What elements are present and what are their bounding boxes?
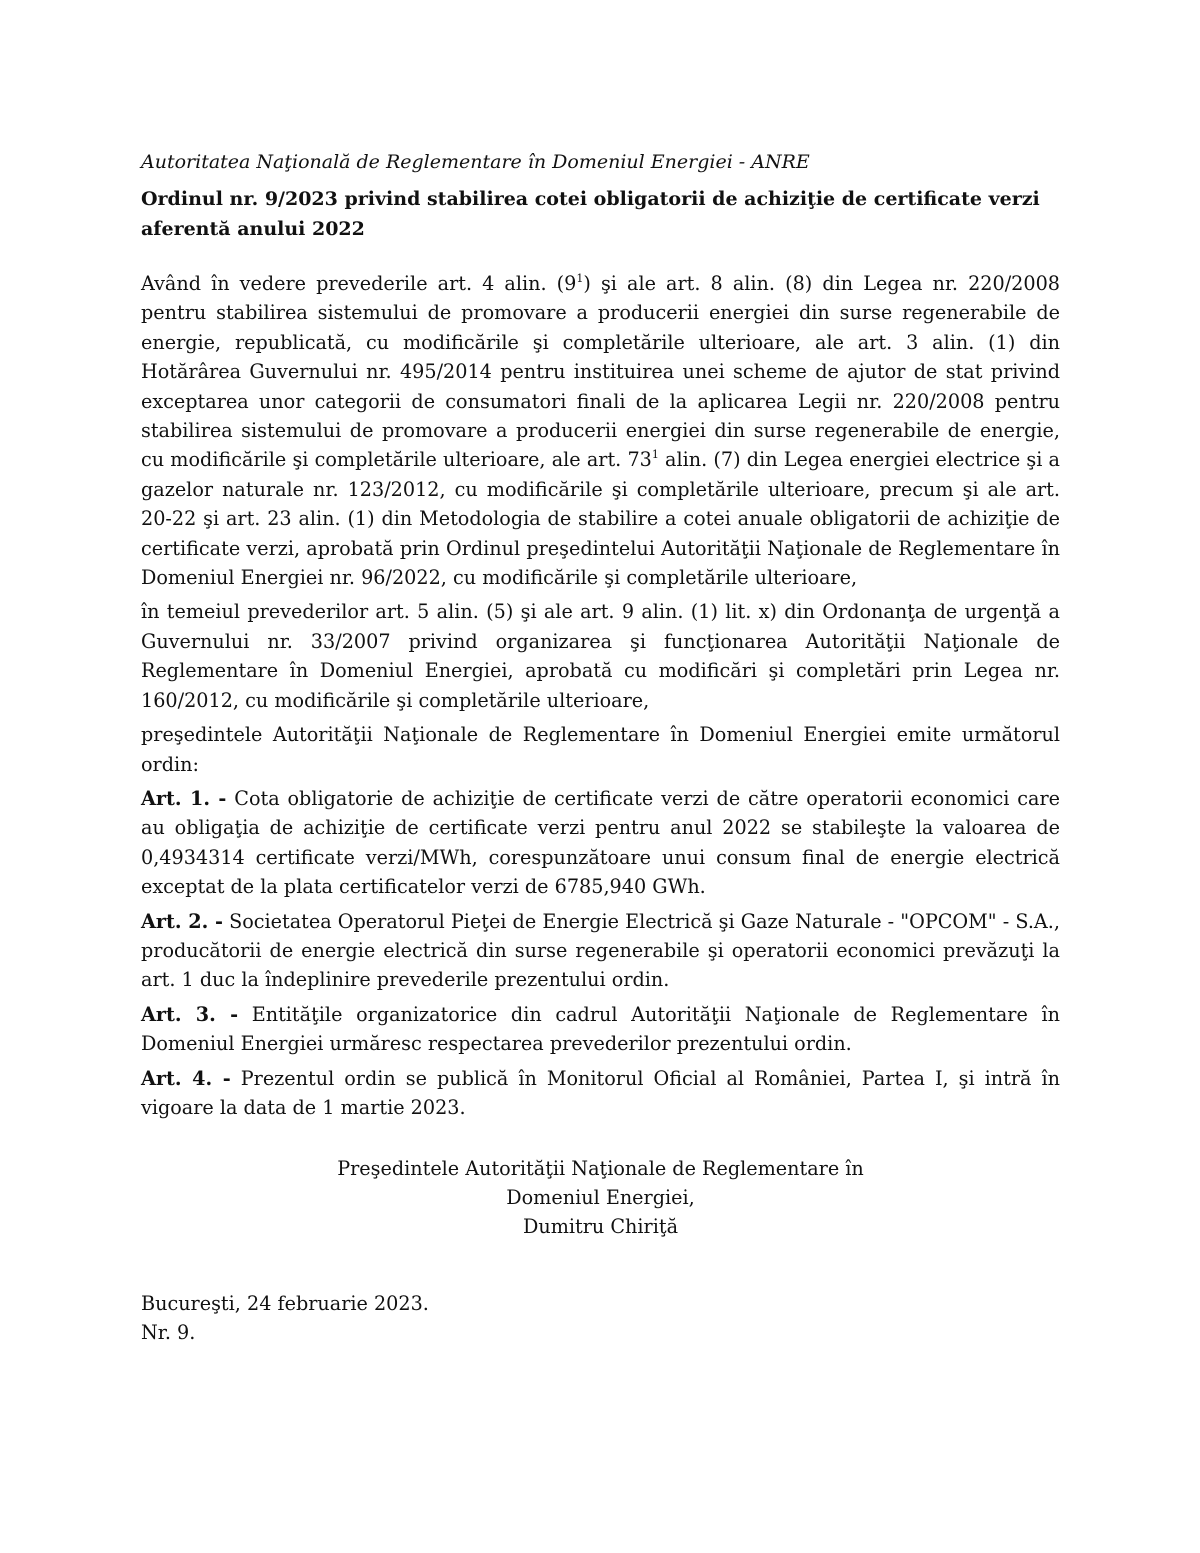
signature-block: [141, 1154, 1060, 1241]
article-label: Art. 3. -: [141, 1002, 239, 1026]
article-label: Art. 4. -: [141, 1066, 231, 1090]
order-number: Nr. 9.: [141, 1321, 196, 1345]
preamble-paragraph-3: preşedintele Autorităţii Naţionale de Reglementare în Domeniul Energiei emite următorul ordin:: [141, 723, 1060, 776]
article-text: Entităţile organizatorice din cadrul Autorităţii Naţionale de Reglementare în Domeniul Energiei urmăresc respectarea prevederilor prezentului ordin.: [141, 1002, 1060, 1056]
document-footer: [141, 1289, 1060, 1347]
article-text: Societatea Operatorul Pieţei de Energie Electrică şi Gaze Naturale - "OPCOM" - S.A., producătorii de energie electrică din surse regenerabile şi operatorii economici prevăzuţi la art. 1 duc la îndeplinire prevederile prezentului ordin.: [141, 909, 1060, 992]
article-label: Art. 1. -: [141, 786, 227, 810]
preamble-paragraph-2: în temeiul prevederilor art. 5 alin. (5) şi ale art. 9 alin. (1) lit. x) din Ordonanţa de urgenţă a Guvernului nr. 33/2007 privind organizarea şi funcţionarea Autorităţii Naţionale de Reglementare în Domeniul Energiei, aprobată cu modificări şi completări prin Legea nr. 160/2012, cu modificările şi completările ulterioare,: [141, 600, 1060, 712]
article-4: [141, 1064, 1060, 1123]
signatory-title: Preşedintele Autorităţii Naţionale de Reglementare în: [337, 1157, 864, 1181]
document-body: [141, 269, 1060, 1122]
order-title: Ordinul nr. 9/2023 privind stabilirea cotei obligatorii de achiziţie de certificate verzi aferentă anului 2022: [141, 188, 1040, 240]
article-2: [141, 907, 1060, 995]
issuing-authority: Autoritatea Naţională de Reglementare în Domeniul Energiei - ANRE: [141, 151, 810, 173]
place-and-date: Bucureşti, 24 februarie 2023.: [141, 1292, 429, 1316]
article-text: Prezentul ordin se publică în Monitorul Oficial al României, Partea I, şi intră în vigoare la data de 1 martie 2023.: [141, 1066, 1060, 1119]
preamble-paragraph-1: Având în vedere prevederile art. 4 alin. $(9^1)$ şi ale art. 8 alin. (8) din Legea nr. 220/2008 pentru stabilirea sistemului de promovare a producerii energiei din surse regenerabile de energie, republicată, cu modificările şi completările ulterioare, ale art. 3 alin. (1) din Hotărârea Guvernului nr. 495/2014 pentru instituirea unei scheme de ajutor de stat privind exceptarea unor categorii de consumatori finali de la aplicarea Legii nr. 220/2008 pentru stabilirea sistemului de promovare a producerii energiei din surse regenerabile de energie, cu modificările şi completările ulterioare, ale art. $73^1$ alin. (7) din Legea energiei electrice şi a gazelor naturale nr. 123/2012, cu modificările şi completările ulterioare, precum şi ale art. 20-22 şi art. 23 alin. (1) din Metodologia de stabilire a cotei anuale obligatorii de achiziţie de certificate verzi, aprobată prin Ordinul preşedintelui Autorităţii Naţionale de Reglementare în Domeniul Energiei nr. 96/2022, cu modificările şi completările ulterioare,: [141, 272, 1061, 590]
signatory-name: Dumitru Chiriţă: [522, 1215, 679, 1239]
article-3: [141, 1000, 1060, 1059]
article-text: Cota obligatorie de achiziţie de certificate verzi de către operatorii economici care au obligaţia de achiziţie de certificate verzi pentru anul 2022 se stabileşte la valoarea de 0,4934314 certificate verzi/MWh, corespunzătoare unui consum final de energie electrică exceptat de la plata certificatelor verzi de 6785,940 GWh.: [141, 786, 1060, 899]
article-1: [141, 784, 1060, 902]
signatory-title-cont: Domeniul Energiei,: [506, 1186, 695, 1210]
article-label: Art. 2. -: [141, 909, 223, 933]
